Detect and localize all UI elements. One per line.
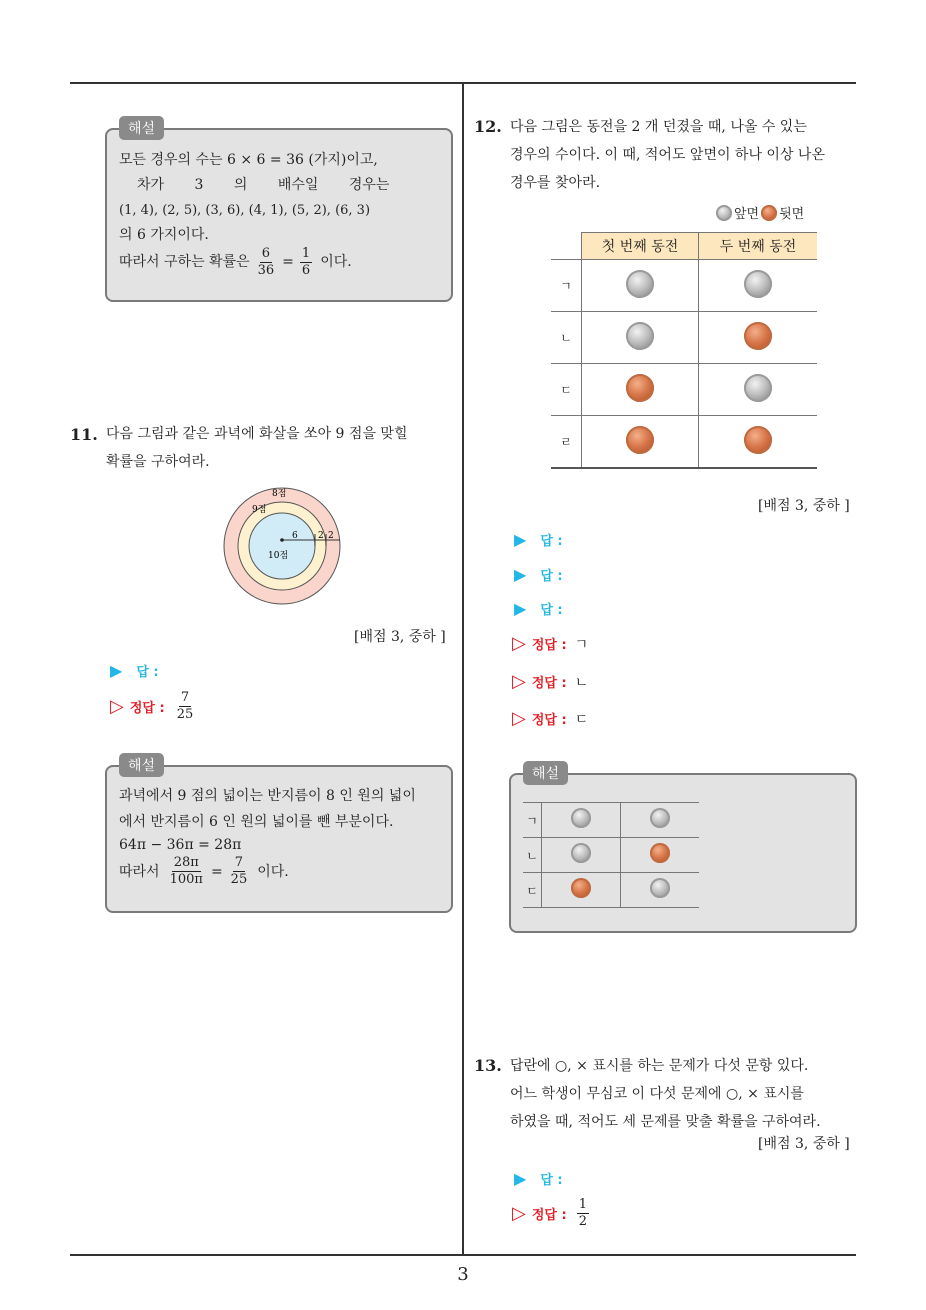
correct-fraction (577, 1197, 589, 1230)
row-label: ㄴ (523, 838, 542, 873)
correct-row-11 (110, 690, 197, 723)
correct-value: ㄴ (574, 674, 589, 691)
label-10pt: 10점 (268, 551, 289, 561)
coin-legend (716, 203, 804, 222)
front-coin-icon (744, 270, 772, 298)
numerator: 7 (234, 855, 244, 870)
front-coin-icon (626, 270, 654, 298)
question-number-12: 12. (474, 117, 502, 136)
correct-label: 정답 : (531, 638, 567, 653)
back-coin-icon (626, 374, 654, 402)
denominator: 100π (169, 872, 203, 887)
question-line: 답란에 ○, × 표시를 하는 문제가 다섯 문항 있다. (510, 1058, 809, 1074)
answer-label: 답 : (540, 534, 563, 549)
table-row (551, 260, 817, 312)
fraction (168, 855, 205, 888)
score-13: [배점 3, 중하 ] (758, 1136, 850, 1152)
numerator: 7 (180, 690, 190, 705)
legend-back: 뒷면 (779, 207, 805, 222)
back-coin-icon (626, 426, 654, 454)
target-diagram (220, 484, 344, 608)
denominator: 25 (230, 872, 248, 887)
column-divider (462, 84, 464, 1256)
answer-marker-icon: ▶ (514, 565, 527, 584)
answer-marker-icon: ▶ (514, 599, 527, 618)
question-line: 하였을 때, 적어도 세 문제를 맞출 확률을 구하여라. (510, 1114, 821, 1130)
explanation-line: 과녁에서 9 점의 넓이는 반지름이 8 인 원의 넓이 (119, 788, 416, 804)
second-coin-cell (621, 803, 700, 838)
explanation-box-10 (105, 121, 453, 302)
explanation-tag: 해설 (119, 753, 164, 777)
back-coin-icon (744, 322, 772, 350)
fraction (300, 246, 312, 279)
question-line: 다음 그림은 동전을 2 개 던졌을 때, 나올 수 있는 (510, 119, 807, 135)
label-9pt: 9점 (252, 505, 267, 515)
answer-row-12a (514, 530, 563, 549)
header-first-coin: 첫 번째 동전 (582, 233, 699, 260)
back-coin-icon (761, 205, 777, 221)
row-label: ㄱ (551, 260, 582, 312)
numerator: 6 (261, 246, 271, 261)
answer-marker-icon: ▶ (110, 661, 123, 680)
denominator: 36 (257, 263, 275, 278)
label-8pt: 8점 (272, 489, 287, 499)
answer-label: 답 : (540, 603, 563, 618)
correct-label: 정답 : (531, 676, 567, 691)
table-row (523, 803, 699, 838)
first-coin-cell (542, 873, 621, 908)
explanation-line: 모든 경우의 수는 6 × 6 = 36 (가지)이고, (119, 152, 378, 168)
text: 이다. (320, 254, 352, 270)
table-row (523, 873, 699, 908)
explanation-line: 의 6 가지이다. (119, 227, 209, 243)
second-coin-cell (621, 838, 700, 873)
correct-marker-icon: ▷ (512, 671, 526, 692)
answer-marker-icon: ▶ (514, 530, 527, 549)
front-coin-icon (626, 322, 654, 350)
correct-marker-icon: ▷ (512, 708, 526, 729)
row-label: ㄱ (523, 803, 542, 838)
text: 이다. (257, 863, 289, 880)
denominator: 2 (578, 1214, 587, 1229)
question-number-11: 11. (70, 425, 98, 444)
answer-row-11 (110, 661, 159, 680)
answer-marker-icon: ▶ (514, 1169, 527, 1188)
denominator: 6 (301, 263, 311, 278)
explanation-line (119, 246, 443, 279)
header-blank (551, 233, 582, 260)
second-coin-cell (699, 416, 818, 469)
correct-value: ㄷ (574, 711, 589, 728)
correct-label: 정답 : (531, 713, 567, 728)
explanation-line: 차가 3 의 배수일 경우는 (137, 177, 390, 193)
correct-value: ㄱ (574, 636, 589, 653)
first-coin-cell (582, 260, 699, 312)
explanation-box-11 (105, 758, 453, 913)
row-label: ㄹ (551, 416, 582, 469)
denominator: 25 (176, 707, 194, 722)
front-coin-icon (650, 878, 670, 898)
page-number: 3 (457, 1264, 469, 1285)
answer-label: 답 : (540, 1173, 563, 1188)
question-text-11 (106, 420, 407, 476)
answer-row-12c (514, 599, 563, 618)
correct-label: 정답 : (129, 701, 165, 716)
text: 따라서 구하는 확률은 (119, 254, 250, 270)
question-line: 확률을 구하여라. (106, 454, 210, 470)
answer-label: 답 : (136, 665, 159, 680)
fraction (229, 855, 250, 888)
second-coin-cell (699, 312, 818, 364)
front-coin-icon (744, 374, 772, 402)
text: 따라서 (119, 863, 160, 880)
first-coin-cell (542, 838, 621, 873)
label-band-2: 2 (318, 531, 324, 541)
correct-row-13 (512, 1197, 591, 1230)
explanation-line: (1, 4), (2, 5), (3, 6), (4, 1), (5, 2), (6, 3) (119, 203, 371, 218)
legend-front: 앞면 (734, 207, 760, 222)
front-coin-icon (650, 808, 670, 828)
front-coin-icon (716, 205, 732, 221)
explanation-line (119, 855, 416, 888)
question-line: 다음 그림과 같은 과녁에 화살을 쏘아 9 점을 맞힐 (106, 426, 408, 442)
explanation-box-12 (509, 766, 857, 933)
question-line: 경우를 찾아라. (510, 175, 601, 191)
label-band-2: 2 (328, 531, 334, 541)
back-coin-icon (650, 843, 670, 863)
fraction (256, 246, 277, 279)
coin-table (551, 232, 817, 469)
correct-row-12a (512, 633, 588, 654)
first-coin-cell (582, 416, 699, 469)
explanation-coin-table (523, 802, 699, 908)
back-coin-icon (744, 426, 772, 454)
correct-row-12c (512, 708, 588, 729)
header-second-coin: 두 번째 동전 (699, 233, 818, 260)
question-text-12 (510, 113, 825, 197)
first-coin-cell (582, 364, 699, 416)
explanation-tag: 해설 (523, 761, 568, 785)
label-radius-6: 6 (292, 531, 298, 541)
correct-marker-icon: ▷ (512, 633, 526, 654)
back-coin-icon (571, 878, 591, 898)
correct-marker-icon: ▷ (110, 696, 124, 717)
table-header (551, 233, 817, 260)
second-coin-cell (621, 873, 700, 908)
inner-circle-10pt (249, 513, 315, 579)
question-number-13: 13. (474, 1056, 502, 1075)
answer-row-12b (514, 565, 563, 584)
equals: = (282, 254, 294, 270)
score-12: [배점 3, 중하 ] (758, 498, 850, 514)
explanation-line: 에서 반지름이 6 인 원의 넓이를 뺀 부분이다. (119, 814, 394, 830)
question-line: 어느 학생이 무심코 이 다섯 문제에 ○, × 표시를 (510, 1086, 804, 1102)
numerator: 1 (301, 246, 311, 261)
first-coin-cell (582, 312, 699, 364)
table-row (551, 312, 817, 364)
row-label: ㄷ (551, 364, 582, 416)
center-dot (280, 538, 284, 542)
explanation-line: 64π − 36π = 28π (119, 837, 242, 853)
second-coin-cell (699, 260, 818, 312)
question-text-13 (510, 1052, 821, 1136)
answer-label: 답 : (540, 569, 563, 584)
correct-row-12b (512, 671, 588, 692)
front-coin-icon (571, 843, 591, 863)
row-label: ㄷ (523, 873, 542, 908)
numerator: 1 (578, 1197, 587, 1212)
equals: = (210, 863, 223, 880)
second-coin-cell (699, 364, 818, 416)
correct-label: 정답 : (531, 1208, 567, 1223)
question-line: 경우의 수이다. 이 때, 적어도 앞면이 하나 이상 나온 (510, 147, 825, 163)
numerator: 28π (173, 855, 199, 870)
explanation-tag: 해설 (119, 116, 164, 140)
first-coin-cell (542, 803, 621, 838)
table-row (551, 364, 817, 416)
correct-fraction (175, 690, 196, 723)
correct-marker-icon: ▷ (512, 1203, 526, 1224)
answer-row-13 (514, 1169, 563, 1188)
table-row (551, 416, 817, 469)
score-11: [배점 3, 중하 ] (354, 629, 446, 645)
table-row (523, 838, 699, 873)
front-coin-icon (571, 808, 591, 828)
row-label: ㄴ (551, 312, 582, 364)
